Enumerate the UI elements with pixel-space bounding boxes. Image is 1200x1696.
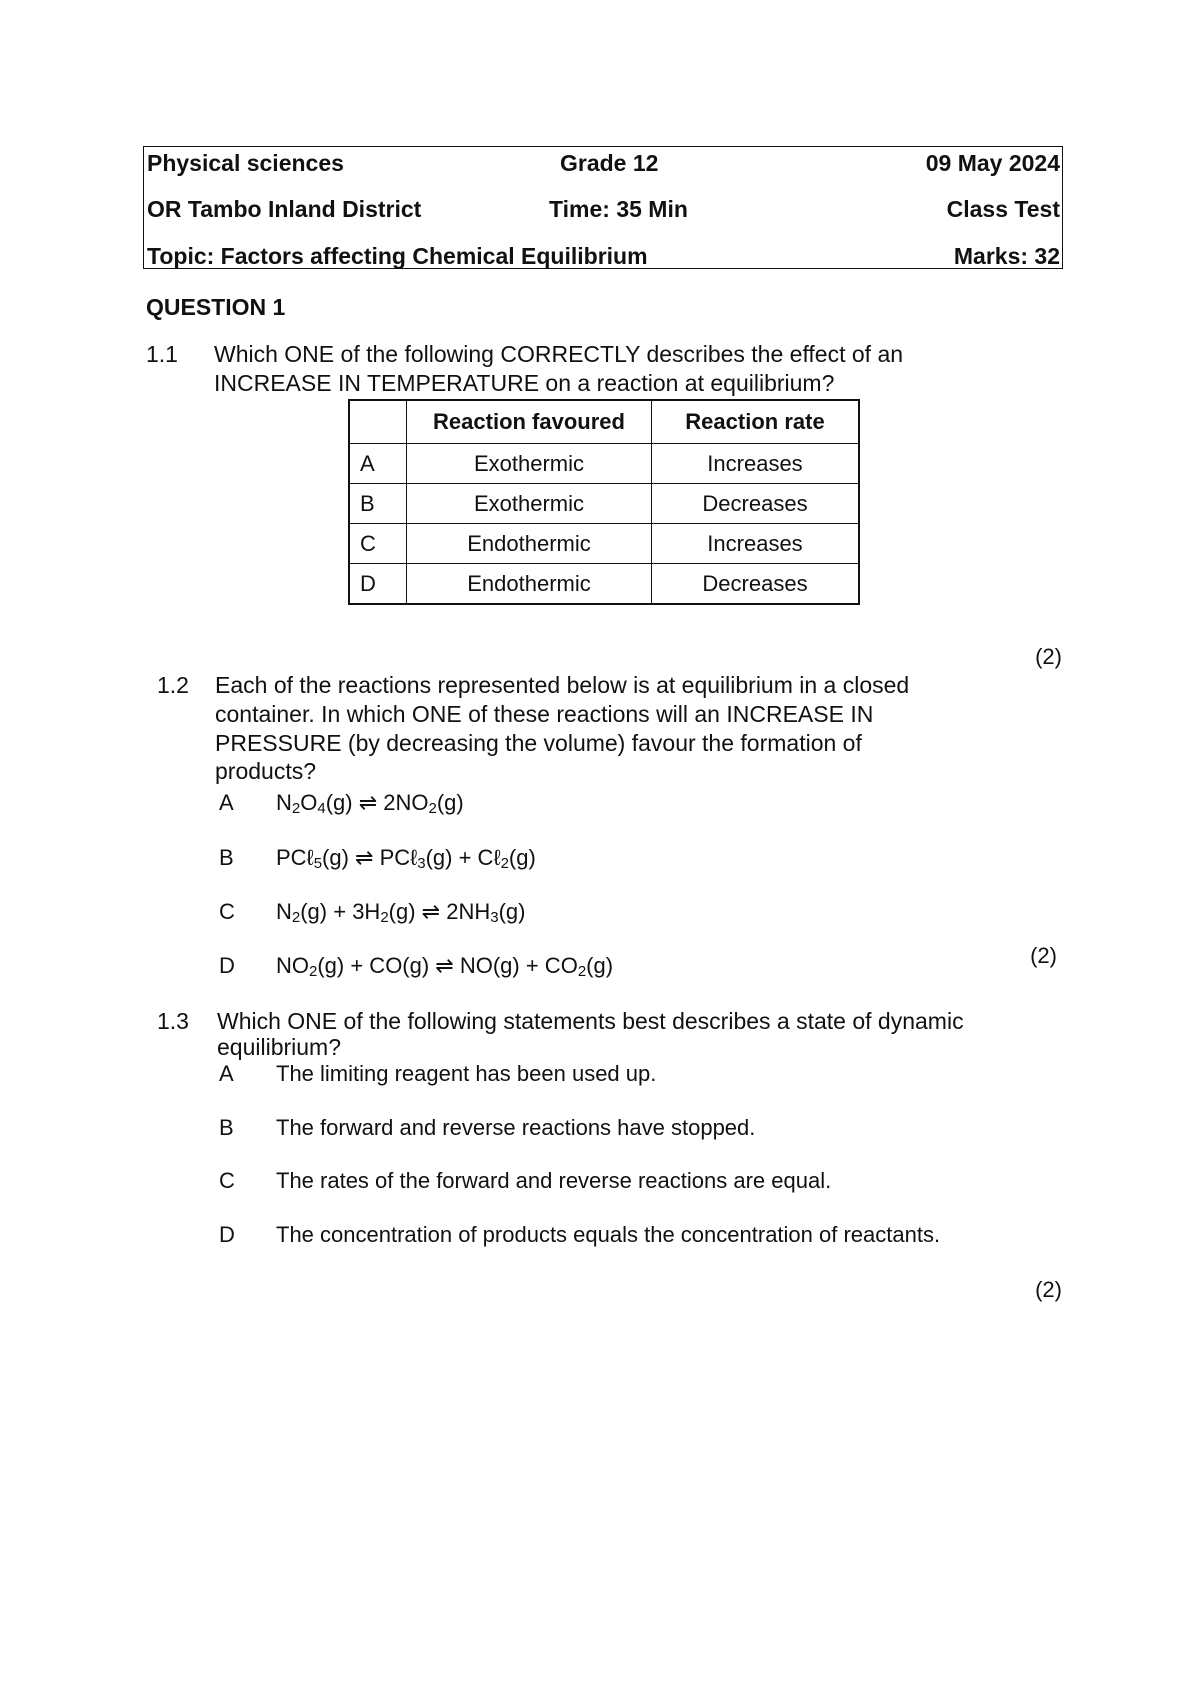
option-letter: B bbox=[219, 1115, 234, 1140]
option-text: The concentration of products equals the concentration of reactants. bbox=[276, 1222, 941, 1247]
q1-1-text-line1: Which ONE of the following CORRECTLY describes the effect of an bbox=[214, 341, 904, 367]
equation-c: $N_2(g) + 3H_2(g)$ ⇌ $2NH_3(g)$ bbox=[276, 899, 526, 926]
q1-2-text-line1: Each of the reactions represented below is at equilibrium in a closed bbox=[215, 672, 910, 698]
table-cell: Endothermic bbox=[407, 564, 652, 605]
test-type-label: Class Test bbox=[946, 196, 1060, 222]
q1-2-text-line3: PRESSURE (by decreasing the volume) favour the formation of bbox=[215, 730, 862, 756]
table-cell: C bbox=[349, 524, 407, 564]
subject-label: Physical sciences bbox=[147, 150, 344, 176]
option-letter: C bbox=[219, 1168, 235, 1193]
question-title: QUESTION 1 bbox=[146, 294, 286, 320]
table-cell: Endothermic bbox=[407, 524, 652, 564]
q1-1-text-line2: INCREASE IN TEMPERATURE on a reaction at equilibrium? bbox=[214, 370, 835, 396]
table-header-cell: Reaction favoured bbox=[407, 400, 652, 444]
table-cell: Decreases bbox=[652, 564, 860, 605]
table-row bbox=[349, 484, 859, 524]
option-text: The limiting reagent has been used up. bbox=[276, 1061, 657, 1086]
option-letter: C bbox=[219, 899, 235, 924]
table-cell: Increases bbox=[652, 444, 860, 484]
table-cell: B bbox=[349, 484, 407, 524]
table-row bbox=[349, 524, 859, 564]
grade-label: Grade 12 bbox=[560, 150, 659, 176]
table-header-cell: Reaction rate bbox=[652, 400, 860, 444]
q1-3-text-line1: Which ONE of the following statements best describes a state of dynamic bbox=[217, 1008, 964, 1034]
option-letter: D bbox=[219, 1222, 235, 1247]
marks-total-label: Marks: 32 bbox=[953, 243, 1060, 269]
q1-1-number: 1.1 bbox=[146, 341, 178, 367]
option-letter: B bbox=[219, 845, 234, 870]
table-header-row bbox=[349, 400, 859, 444]
table-cell: Exothermic bbox=[407, 444, 652, 484]
district-label: OR Tambo Inland District bbox=[147, 196, 422, 222]
table-cell: D bbox=[349, 564, 407, 605]
q1-1-options-table bbox=[348, 399, 860, 605]
equation-d: $NO_2(g) + CO(g)$ ⇌ $NO(g) + CO_2(g)$ bbox=[276, 953, 614, 980]
option-letter: D bbox=[219, 953, 235, 978]
q1-1-marks: (2) bbox=[1035, 644, 1062, 669]
q1-3-marks: (2) bbox=[1035, 1277, 1062, 1302]
q1-3-number: 1.3 bbox=[157, 1008, 189, 1034]
date-label: 09 May 2024 bbox=[925, 150, 1060, 176]
option-text: The rates of the forward and reverse reactions are equal. bbox=[276, 1168, 832, 1193]
table-header-cell bbox=[349, 400, 407, 444]
topic-label: Topic: Factors affecting Chemical Equilibrium bbox=[147, 243, 648, 269]
option-text: The forward and reverse reactions have stopped. bbox=[276, 1115, 756, 1140]
q1-2-marks: (2) bbox=[1030, 943, 1057, 968]
option-letter: A bbox=[219, 790, 234, 815]
q1-2-text-line4: products? bbox=[215, 758, 317, 784]
table-cell: Increases bbox=[652, 524, 860, 564]
time-label: Time: 35 Min bbox=[549, 196, 688, 222]
equation-a: $N_2O_4(g)$ ⇌ $2NO_2(g)$ bbox=[276, 790, 464, 817]
table-cell: Exothermic bbox=[407, 484, 652, 524]
table-cell: Decreases bbox=[652, 484, 860, 524]
table-row bbox=[349, 564, 859, 605]
q1-2-number: 1.2 bbox=[157, 672, 189, 698]
option-letter: A bbox=[219, 1061, 234, 1086]
q1-3-text-line2: equilibrium? bbox=[217, 1034, 342, 1060]
equation-b: PCℓ$_5$(g) ⇌ PCℓ$_3$(g) + Cℓ$_2$(g) bbox=[276, 845, 536, 872]
q1-2-text-line2: container. In which ONE of these reactions will an INCREASE IN bbox=[215, 701, 874, 727]
table-row bbox=[349, 444, 859, 484]
table-cell: A bbox=[349, 444, 407, 484]
